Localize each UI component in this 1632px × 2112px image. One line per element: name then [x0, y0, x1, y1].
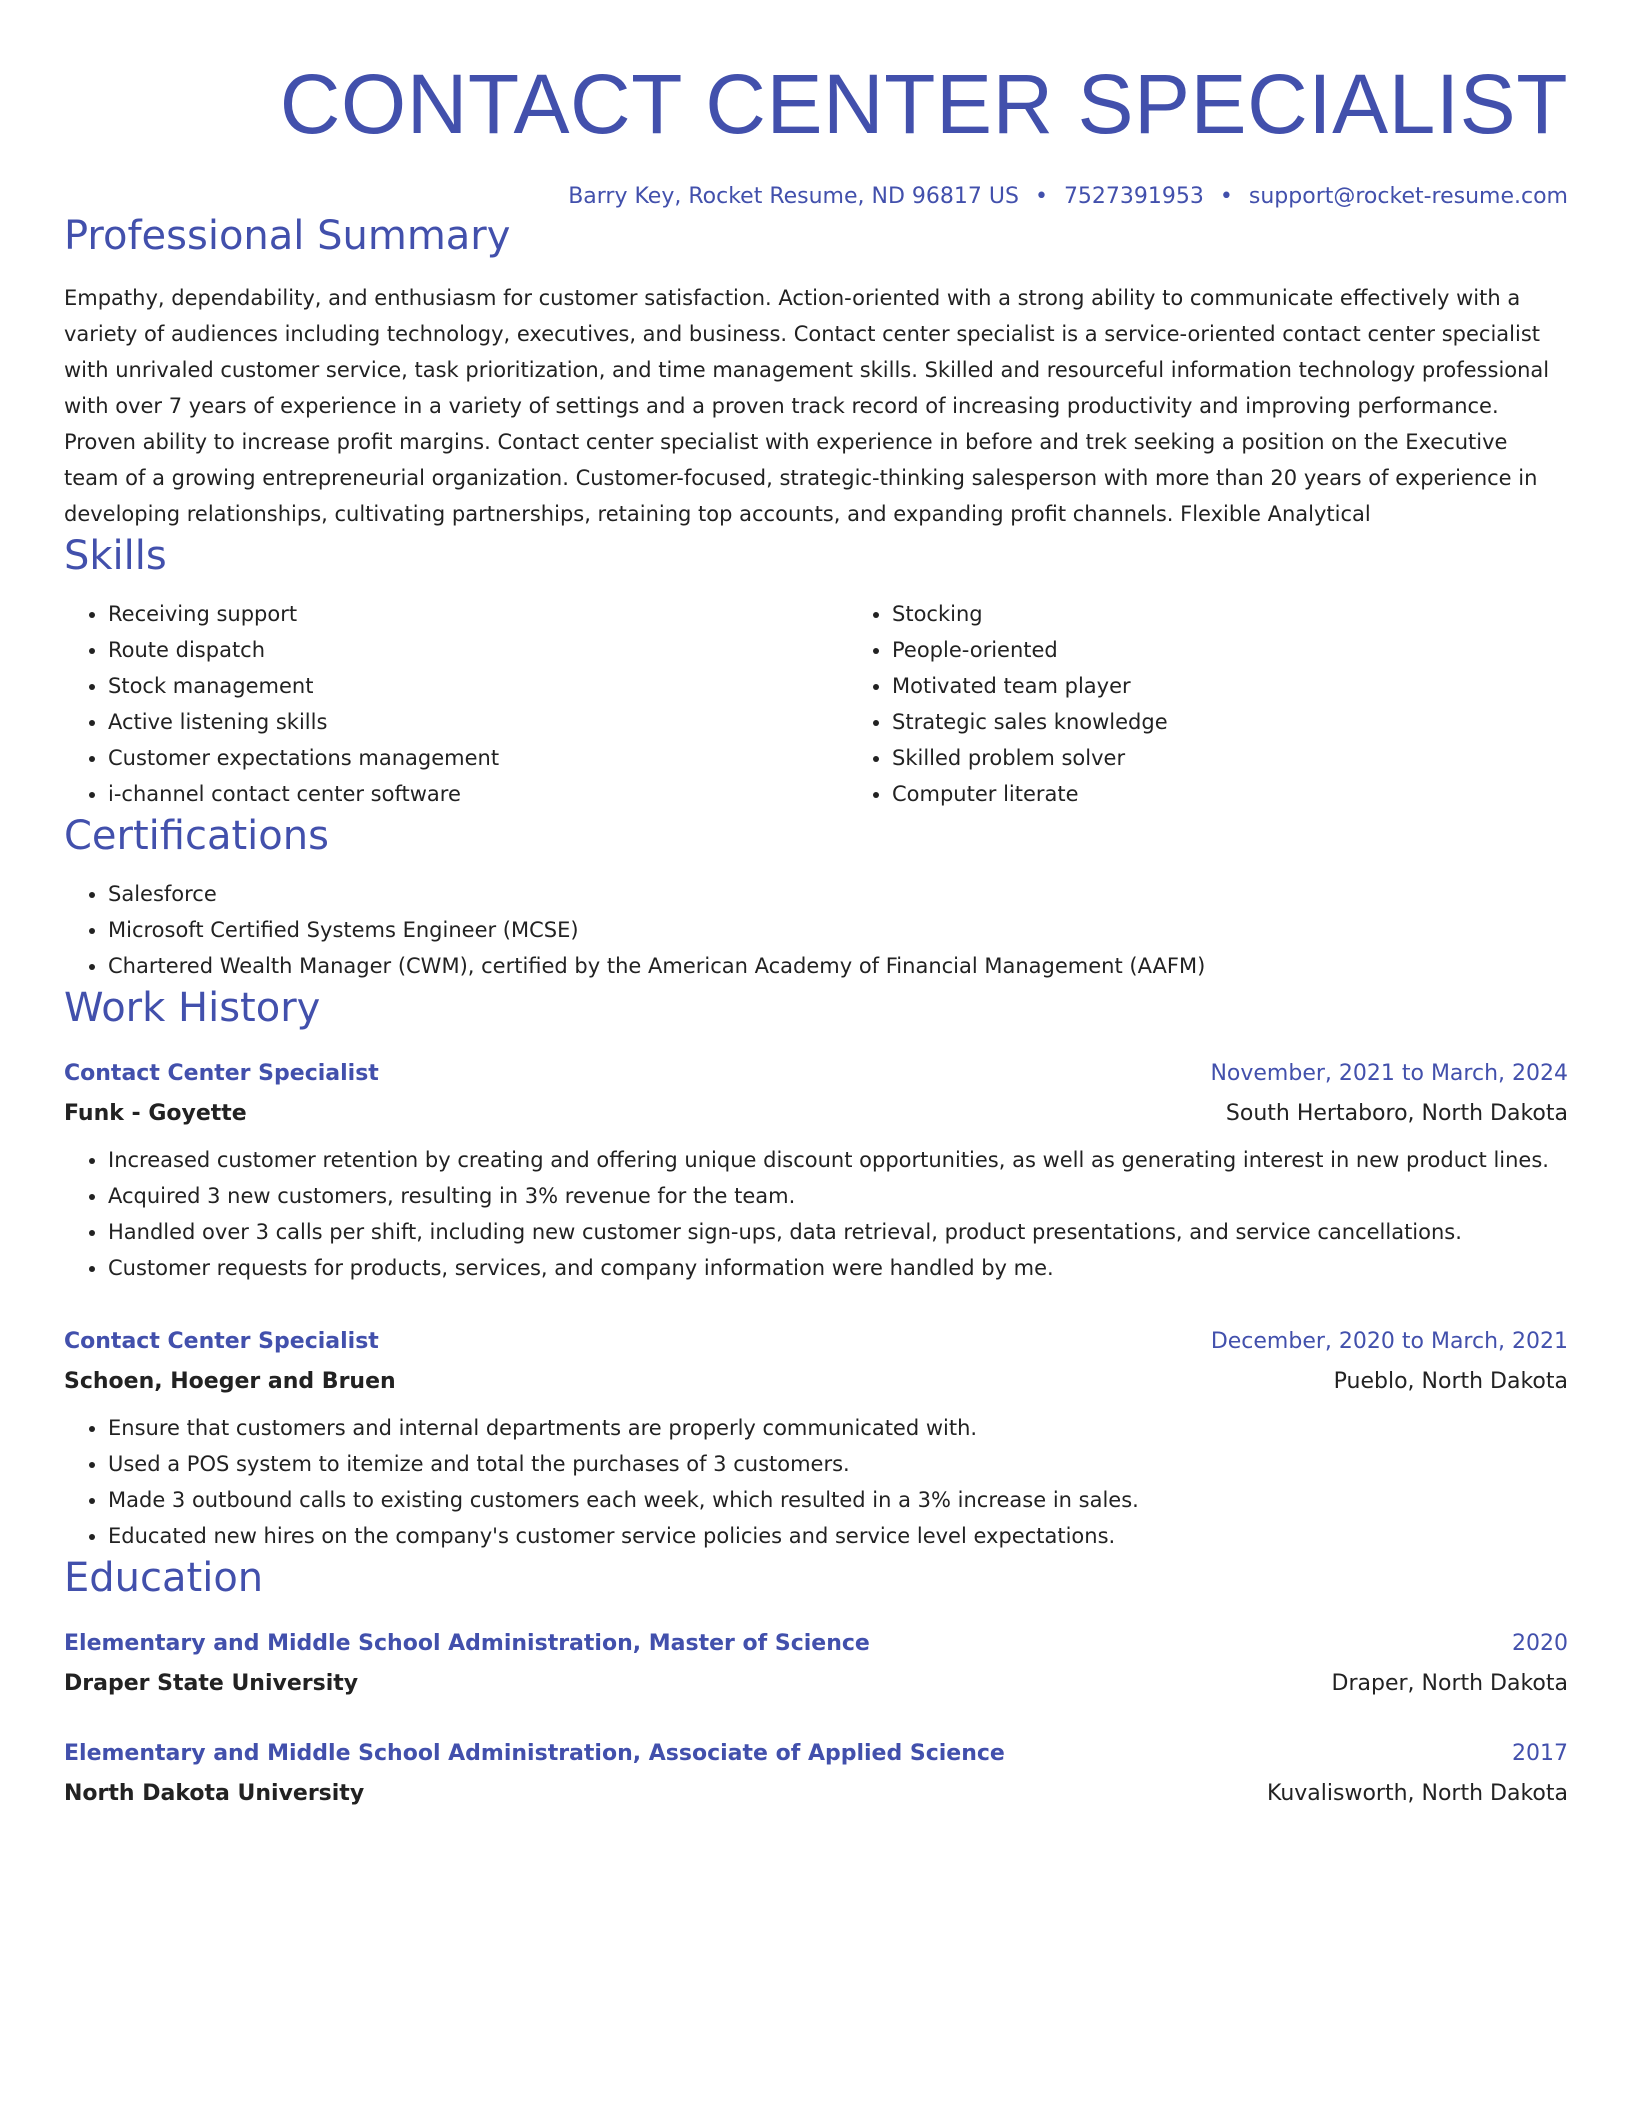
skill-item: • Active listening skills	[108, 704, 848, 740]
school-location: Kuvalisworth, North Dakota	[1267, 1781, 1568, 1806]
job-title: Contact Center Specialist	[64, 1061, 379, 1086]
job-entry	[64, 1054, 1568, 1286]
degree-row	[64, 1734, 1568, 1774]
graduation-year: 2017	[1512, 1741, 1568, 1766]
bullet-separator: •	[1034, 184, 1048, 209]
degree-title: Elementary and Middle School Administration, Master of Science	[64, 1631, 870, 1656]
job-duty-item: • Handled over 3 calls per shift, including new customer sign-ups, data retrieval, product presentations, and service cancellations.	[108, 1214, 1568, 1250]
job-dates: December, 2020 to March, 2021	[1210, 1329, 1568, 1354]
skills-list-left	[64, 596, 848, 812]
school-location: Draper, North Dakota	[1331, 1671, 1568, 1696]
job-company: Funk - Goyette	[64, 1101, 247, 1126]
certification-item: • Microsoft Certified Systems Engineer (MCSE)	[108, 912, 1568, 948]
resume-page	[64, 0, 1568, 1814]
job-duty-item: • Increased customer retention by creating and offering unique discount opportunities, as well as generating interest in new product lines.	[108, 1142, 1568, 1178]
education-entry	[64, 1624, 1568, 1704]
skill-item: • Motivated team player	[892, 668, 1612, 704]
skills-list-right	[848, 596, 1612, 812]
job-duties	[64, 1410, 1568, 1554]
summary-heading: Professional Summary	[64, 213, 511, 259]
skill-item: • Receiving support	[108, 596, 848, 632]
bullet-separator: •	[1219, 184, 1233, 209]
job-title-row	[64, 1322, 1568, 1362]
skill-item: • People-oriented	[892, 632, 1612, 668]
job-company: Schoen, Hoeger and Bruen	[64, 1369, 396, 1394]
school-name: North Dakota University	[64, 1781, 365, 1806]
job-dates: November, 2021 to March, 2024	[1210, 1061, 1568, 1086]
skill-item: • Customer expectations management	[108, 740, 848, 776]
degree-title: Elementary and Middle School Administration, Associate of Applied Science	[64, 1741, 1005, 1766]
contact-email: support@rocket-resume.com	[1248, 184, 1568, 209]
skill-item: • Stocking	[892, 596, 1612, 632]
skills-grid	[64, 596, 1568, 812]
certifications-list	[64, 876, 1568, 984]
skills-heading: Skills	[64, 533, 167, 579]
job-location: South Hertaboro, North Dakota	[1225, 1101, 1568, 1126]
job-duty-item: • Educated new hires on the company's customer service policies and service level expectations.	[108, 1518, 1568, 1554]
job-duty-item: • Ensure that customers and internal departments are properly communicated with.	[108, 1410, 1568, 1446]
contact-address: Barry Key, Rocket Resume, ND 96817 US	[568, 184, 1019, 209]
summary-text: Empathy, dependability, and enthusiasm for customer satisfaction. Action-oriented with a strong ability to communicate effectively with a variety of audiences including technology, executives, and business. Contact center specialist is a service-oriented contact center specialist with unrivaled customer service, task prioritization, and time management skills. Skilled and resourceful information technology professional with over 7 years of experience in a variety of settings and a proven track record of increasing productivity and improving performance. Proven ability to increase profit margins. Contact center specialist with experience in before and trek seeking a position on the Executive team of a growing entrepreneurial organization. Customer-focused, strategic-thinking salesperson with more than 20 years of experience in developing relationships, cultivating partnerships, retaining top accounts, and expanding profit channels. Flexible Analytical	[64, 286, 1550, 526]
work-history-heading: Work History	[64, 985, 321, 1031]
certifications-heading: Certifications	[64, 813, 329, 859]
school-row	[64, 1664, 1568, 1704]
job-company-row	[64, 1362, 1568, 1402]
job-duty-item: • Made 3 outbound calls to existing customers each week, which resulted in a 3% increase in sales.	[108, 1482, 1568, 1518]
job-duty-item: • Acquired 3 new customers, resulting in 3% revenue for the team.	[108, 1178, 1568, 1214]
school-name: Draper State University	[64, 1671, 359, 1696]
job-title-row	[64, 1054, 1568, 1094]
skill-item: • Route dispatch	[108, 632, 848, 668]
certification-item: • Salesforce	[108, 876, 1568, 912]
degree-row	[64, 1624, 1568, 1664]
school-row	[64, 1774, 1568, 1814]
skill-item: • Computer literate	[892, 776, 1612, 812]
job-entry	[64, 1322, 1568, 1554]
job-company-row	[64, 1094, 1568, 1134]
contact-line	[64, 182, 1568, 212]
graduation-year: 2020	[1512, 1631, 1568, 1656]
skill-item: • i-channel contact center software	[108, 776, 848, 812]
job-title: Contact Center Specialist	[64, 1329, 379, 1354]
skill-item: • Skilled problem solver	[892, 740, 1612, 776]
skill-item: • Strategic sales knowledge	[892, 704, 1612, 740]
skill-item: • Stock management	[108, 668, 848, 704]
job-duty-item: • Customer requests for products, services, and company information were handled by me.	[108, 1250, 1568, 1286]
contact-phone: 7527391953	[1063, 184, 1204, 209]
education-entry	[64, 1734, 1568, 1814]
certification-item: • Chartered Wealth Manager (CWM), certified by the American Academy of Financial Management (AAFM)	[108, 948, 1568, 984]
job-location: Pueblo, North Dakota	[1333, 1369, 1568, 1394]
job-duties	[64, 1142, 1568, 1286]
resume-title: CONTACT CENTER SPECIALIST	[279, 57, 1568, 151]
education-heading: Education	[64, 1555, 264, 1601]
job-duty-item: • Used a POS system to itemize and total the purchases of 3 customers.	[108, 1446, 1568, 1482]
